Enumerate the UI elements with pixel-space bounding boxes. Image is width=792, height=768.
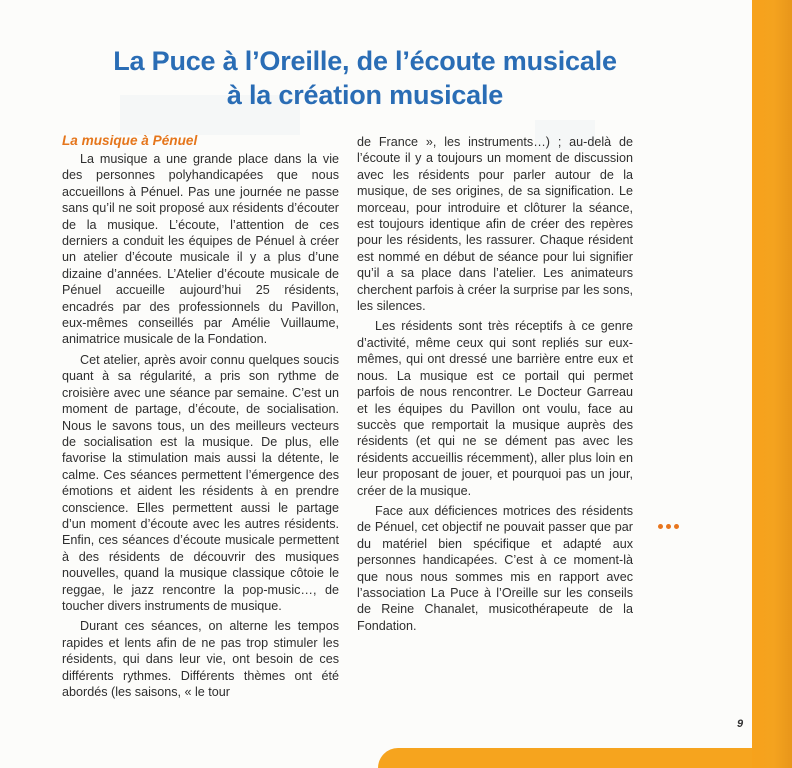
page-title-line-1: La Puce à l’Oreille, de l’écoute musicale [113, 46, 617, 76]
section-title: La musique à Pénuel [62, 133, 198, 148]
paragraph: Cet atelier, après avoir connu quelques soucis quant à sa régularité, a pris son rythme de croisière avec une séance par semaine. C’est un moment de partage, d’écoute, de socialisation. Nous le savons tous, un des meilleurs vecteurs de socialisation est la musique. De plus, elle favorise la stimulation mais aussi la détente, le calme. Ces séances permettent l’émergence des émotions et aident les résidents à en prendre conscience. Elles permettent aussi le partage d’un moment d’écoute avec les autres résidents. Enfin, ces séances d’écoute musicale permettent à des résidents de découvrir des musiques nouvelles, quand la musique classique côtoie le reggae, le jazz rencontre la pop-music…, de toucher divers instruments de musique. [62, 352, 339, 613]
page-number: 9 [737, 718, 744, 730]
paragraph: La musique a une grande place dans la vie des personnes polyhandicapées que nous accueillons à Pénuel. Pas une journée ne passe sans qu’il ne soit proposé aux résidents d’écouter de la musique. L’écoute, l’attention de ces derniers a conduit les équipes de Pénuel à créer un atelier d’écoute musicale il y a plus d’une dizaine d’années. L’Atelier d’écoute musicale de Pénuel accueille aujourd’hui 25 résidents, encadrés par des professionnels du Pavillon, eux-mêmes conseillés par Amélie Vuillaume, animatrice musicale de la Fondation. [62, 152, 339, 347]
right-column [357, 134, 633, 638]
left-column [62, 132, 339, 704]
continuation-dots-icon [658, 524, 679, 529]
page-title [60, 44, 670, 112]
orange-bottom-band [378, 748, 752, 768]
orange-spine-band [752, 0, 792, 768]
paragraph: Les résidents sont très réceptifs à ce genre d’activité, même ceux qui sont repliés sur eux-mêmes, qui ont dressé une barrière entre eux et nous. La musique est ce portail qui permet parfois de nous rencontrer. Le Docteur Garreau et les équipes du Pavillon ont voulu, face au succès que remportait la musique auprès des résidents (et qui ne se dément pas avec les résidents accueillis récemment), aller plus loin en leur proposant de jouer, et pourquoi pas un jour, créer de la musique. [357, 319, 633, 498]
page-title-line-2: à la création musicale [226, 80, 504, 110]
paragraph: Durant ces séances, on alterne les tempos rapides et lents afin de ne pas trop stimuler les résidents, qui dans leur vie, ont besoin de ces différents rythmes. Différents thèmes ont été abordés (les saisons, « le tour [62, 619, 339, 699]
paragraph: Face aux déficiences motrices des résidents de Pénuel, cet objectif ne pouvait passer que par du matériel bien spécifique et adapté aux personnes handicapées. C’est à ce moment-là que nous nous sommes mis en rapport avec l’association La Puce à l’Oreille sur les conseils de Reine Chanalet, musicothérapeute de la Fondation. [357, 503, 633, 633]
paragraph: de France », les instruments…) ; au-delà de l’écoute il y a toujours un moment de discussion avec les résidents pour parler autour de la musique, de ses origines, de sa signification. Le morceau, pour introduire et clôturer la séance, est toujours identique afin de créer des repères pour les résidents, les rassurer. Chaque résident est nommé en début de séance pour lui signifier qu’il a sa place dans l’atelier. Les animateurs cherchent parfois à créer la surprise par les sons, les silences. [357, 135, 633, 314]
